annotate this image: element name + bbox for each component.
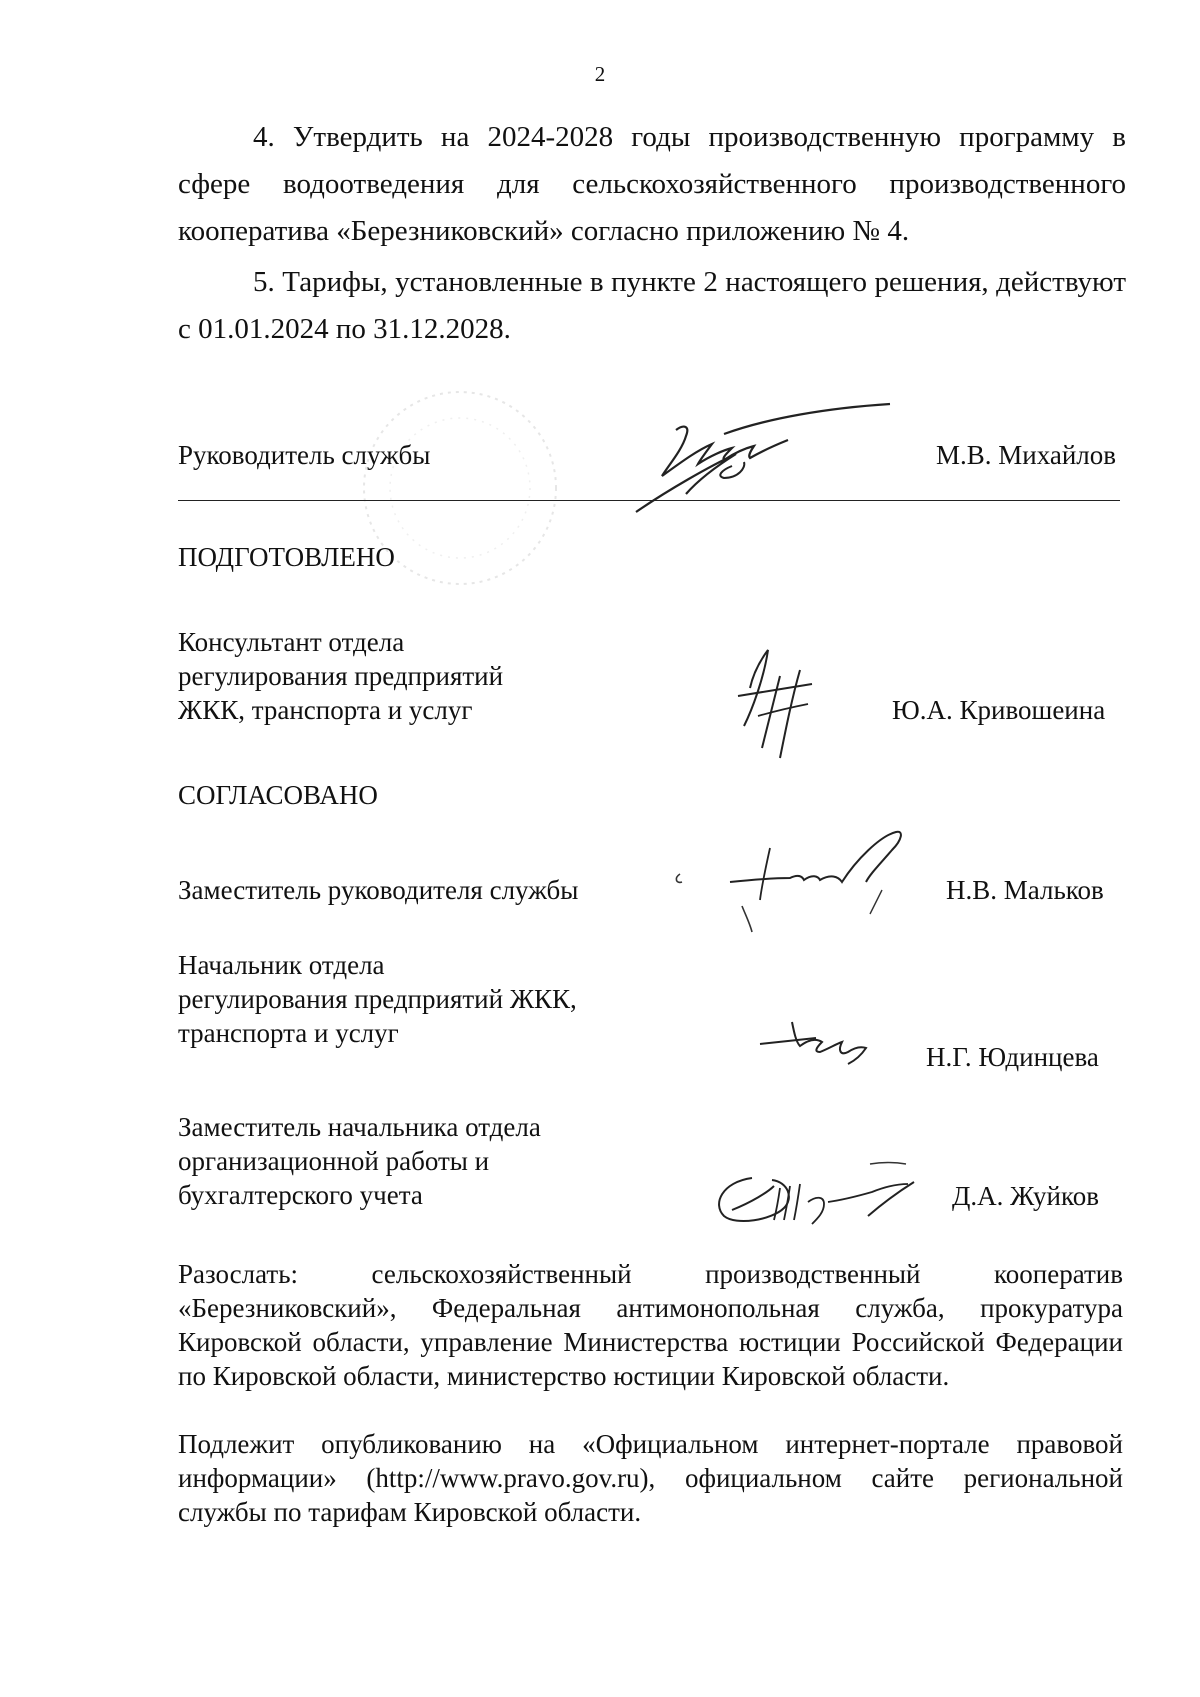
paragraph-4-text: 4. Утвердить на 2024-2028 годы производственную программу в сфере водоотведения для сельскохозяйственного производственного кооператива «Березниковский» согласно приложению № 4. bbox=[178, 121, 1126, 247]
signer-3-position-line-2: организационной работы и bbox=[178, 1146, 490, 1176]
signer-2-position-line-2: регулирования предприятий ЖКК, bbox=[178, 984, 577, 1014]
prepared-name: Ю.А. Кривошеина bbox=[892, 695, 1106, 725]
signer-1-name: Н.В. Мальков bbox=[946, 875, 1104, 905]
signature-divider bbox=[178, 500, 1120, 501]
publication-note: Подлежит опубликованию на «Официальном интернет-портале правовой информации» (http://www.pravo.gov.ru), официальном сайте региональной службы по тарифам Кировской области. bbox=[178, 1429, 1123, 1527]
paragraph-4 bbox=[178, 114, 1126, 255]
head-name: М.В. Михайлов bbox=[936, 440, 1117, 470]
prepared-position-line-1: Консультант отдела bbox=[178, 627, 405, 657]
signer-1-position-line-1: Заместитель руководителя службы bbox=[178, 875, 579, 905]
signer-2-position-line-3: транспорта и услуг bbox=[178, 1018, 399, 1048]
paragraph-5 bbox=[178, 259, 1126, 353]
distribution-list: Разослать: сельскохозяйственный производственный кооператив «Березниковский», Федеральная антимонопольная служба, прокуратура Кировской области, управление Министерства юстиции Российской Федерации по Кировской области, министерство юстиции Кировской области. bbox=[178, 1259, 1123, 1391]
head-signature bbox=[628, 404, 908, 522]
head-position: Руководитель службы bbox=[178, 440, 431, 470]
signer-2-name: Н.Г. Юдинцева bbox=[926, 1042, 1099, 1072]
page-number: 2 bbox=[594, 62, 606, 86]
signer-2-position-line-1: Начальник отдела bbox=[178, 950, 385, 980]
signer-2-signature bbox=[758, 1012, 878, 1072]
prepared-position-line-3: ЖКК, транспорта и услуг bbox=[178, 695, 473, 725]
prepared-heading: ПОДГОТОВЛЕНО bbox=[178, 542, 395, 572]
signer-3-name: Д.А. Жуйков bbox=[952, 1181, 1099, 1211]
signer-3-signature bbox=[712, 1158, 952, 1236]
agreed-heading: СОГЛАСОВАНО bbox=[178, 780, 378, 810]
prepared-position-line-2: регулирования предприятий bbox=[178, 661, 504, 691]
signer-3-position-line-1: Заместитель начальника отдела bbox=[178, 1112, 541, 1142]
signer-1-signature bbox=[670, 830, 950, 940]
prepared-signature bbox=[728, 648, 838, 760]
signer-3-position-line-3: бухгалтерского учета bbox=[178, 1180, 423, 1210]
paragraph-5-text: 5. Тарифы, установленные в пункте 2 настоящего решения, действуют с 01.01.2024 по 31.12.2028. bbox=[178, 266, 1126, 345]
